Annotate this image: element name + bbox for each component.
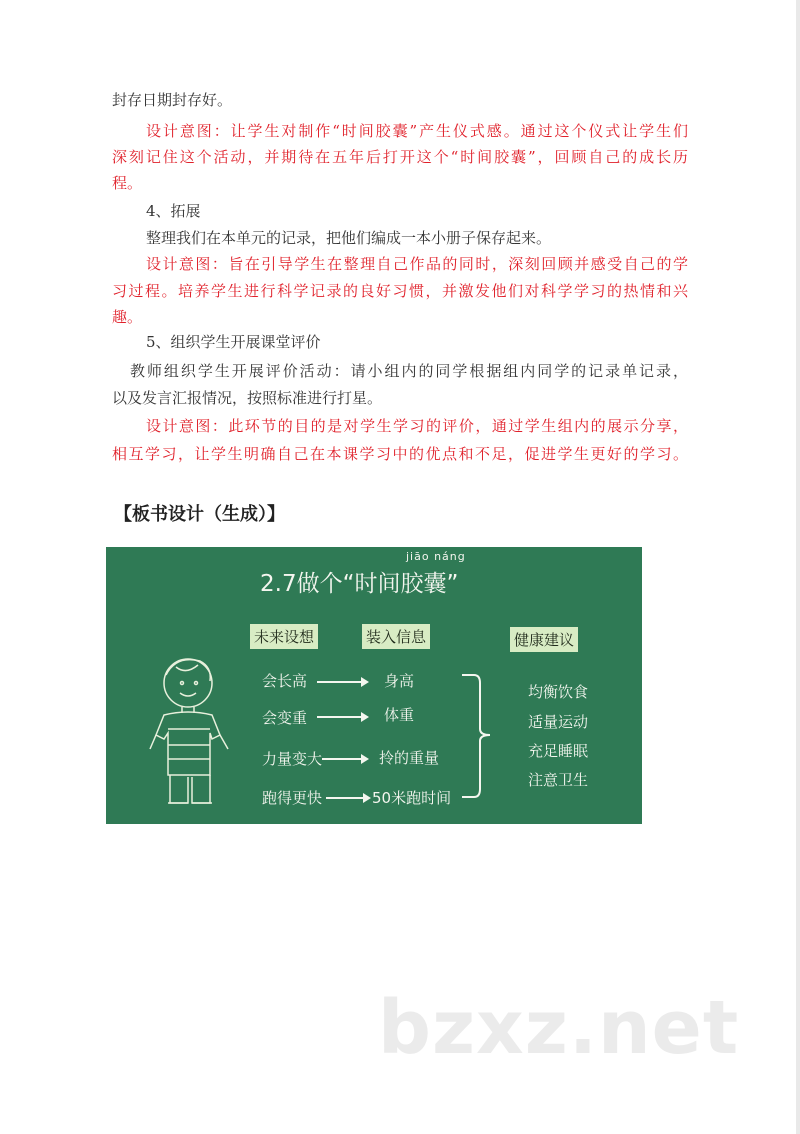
blackboard-image <box>106 547 642 824</box>
row-right: 50米跑时间 <box>372 789 452 807</box>
advice-item: 注意卫生 <box>528 771 589 789</box>
row-left: 会长高 <box>262 672 308 690</box>
boy-drawing-icon <box>136 653 236 813</box>
text-line: 封存日期封存好。 <box>112 91 233 109</box>
pinyin: jiāo náng <box>406 550 466 563</box>
design-intent-line: 深刻记住这个活动，并期待在五年后打开这个“时间胶囊”，回顾自己的成长历 <box>112 148 688 166</box>
design-intent-line: 设计意图：让学生对制作“时间胶囊”产生仪式感。通过这个仪式让学生们 <box>146 122 688 140</box>
row-right: 身高 <box>384 672 415 690</box>
design-intent-line: 趣。 <box>112 308 143 326</box>
brace-icon <box>456 673 506 801</box>
design-intent-line: 相互学习，让学生明确自己在本课学习中的优点和不足，促进学生更好的学习。 <box>112 445 688 463</box>
row-left: 跑得更快 <box>262 789 323 807</box>
tag-info: 装入信息 <box>362 624 430 649</box>
text-line: 教师组织学生开展评价活动：请小组内的同学根据组内同学的记录单记录， <box>130 362 688 380</box>
board-design-heading: 【板书设计（生成）】 <box>114 504 285 525</box>
design-intent-line: 设计意图：旨在引导学生在整理自己作品的同时，深刻回顾并感受自己的学 <box>146 255 688 273</box>
arrow-icon <box>317 681 367 683</box>
advice-item: 适量运动 <box>528 713 589 731</box>
section-heading-4: 4、拓展 <box>146 202 201 220</box>
text-line: 以及发言汇报情况，按照标准进行打星。 <box>112 389 383 407</box>
text-line: 整理我们在本单元的记录，把他们编成一本小册子保存起来。 <box>146 229 552 247</box>
arrow-icon <box>317 716 367 718</box>
arrow-icon <box>326 797 369 799</box>
section-heading-5: 5、组织学生开展课堂评价 <box>146 333 321 351</box>
advice-item: 充足睡眠 <box>528 742 589 760</box>
advice-item: 均衡饮食 <box>528 683 589 701</box>
arrow-icon <box>322 758 367 760</box>
row-right: 体重 <box>384 706 415 724</box>
watermark: bzxz.net <box>378 985 740 1071</box>
board-title: 2.7做个“时间胶囊” <box>260 571 459 597</box>
design-intent-line: 程。 <box>112 174 143 192</box>
row-right: 拎的重量 <box>379 749 440 767</box>
tag-future: 未来设想 <box>250 624 318 649</box>
row-left: 会变重 <box>262 709 308 727</box>
row-left: 力量变大 <box>262 750 323 768</box>
tag-health: 健康建议 <box>510 627 578 652</box>
design-intent-line: 设计意图：此环节的目的是对学生学习的评价，通过学生组内的展示分享， <box>146 417 688 435</box>
page-edge <box>796 0 800 1134</box>
design-intent-line: 习过程。培养学生进行科学记录的良好习惯，并激发他们对科学学习的热情和兴 <box>112 282 688 300</box>
